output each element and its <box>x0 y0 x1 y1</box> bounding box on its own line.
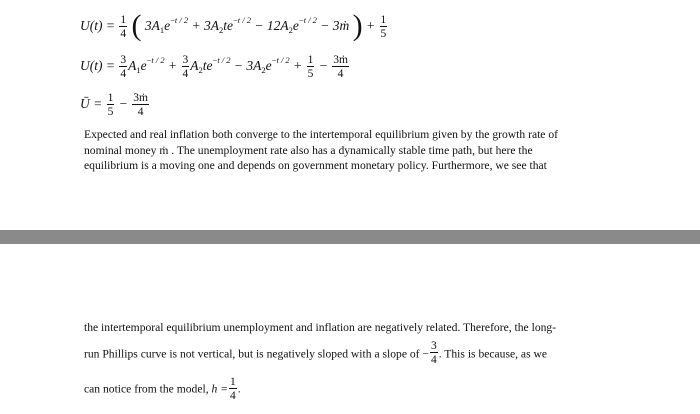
slope-fraction: $\frac{3}{4}$ <box>430 340 437 367</box>
eq1-left-paren: ( <box>131 9 142 43</box>
eq1-term2: + 3A <box>191 18 219 34</box>
h-equation-lhs: h = <box>211 382 229 396</box>
eq3-a-fraction: $\frac{1}{5}$ <box>107 92 114 119</box>
eq2-minus: − <box>318 58 328 74</box>
eq2-term3: − 3A <box>233 58 262 74</box>
bottom-line-3: can notice from the model, h = $\frac{1}{4}$ . <box>84 376 241 403</box>
eq3-b-fraction: $\frac{\text{3ṁ}}{4}$ <box>133 92 148 119</box>
eq1-coef-fraction: $\frac{1}{4}$ <box>120 14 127 41</box>
bottom-line-1: the intertemporal equilibrium unemployment and inflation are negatively related. Therefore, the long- <box>84 321 557 334</box>
eq2-plus2: + <box>293 58 303 74</box>
eq2-c4-fraction: $\frac{1}{5}$ <box>307 54 314 81</box>
eq3-lhs: Ū = <box>80 96 103 112</box>
equation-2: U(t) = $\frac{3}{4}$ $A_1e^{-t / 2}$ + $\frac{3}{4}$ $A_2te^{-t / 2} - 3A_2e^{-t / 2}$ + $\frac{1}{5}$ − $\frac{\text{3ṁ}}{4}$ <box>80 54 348 81</box>
h-fraction: $\frac{1}{4}$ <box>230 376 236 403</box>
eq1-lhs: U(t) = <box>80 18 115 34</box>
equation-1: U(t) = $\frac{1}{4}$ ( $3A_1e^{-t / 2} + 3A_2te^{-t / 2} - 12A_2e^{-t / 2}$ − 3ṁ ) + $\frac{1}{5}$ <box>80 9 387 43</box>
eq1-plus: + <box>366 18 376 34</box>
eq2-c2-fraction: $\frac{3}{4}$ <box>182 54 189 81</box>
eq1-term4: − 3ṁ <box>320 18 350 34</box>
eq1-tail-fraction: $\frac{1}{5}$ <box>380 14 387 41</box>
bottom-line-2: run Phillips curve is not vertical, but is negatively sloped with a slope of − $\frac{3}{4}$ . This is because, as we <box>84 340 548 367</box>
eq2-plus1: + <box>168 58 178 74</box>
eq2-c1-fraction: $\frac{3}{4}$ <box>120 54 127 81</box>
page-divider <box>0 230 700 244</box>
eq2-c5-fraction: $\frac{\text{3ṁ}}{4}$ <box>333 54 348 81</box>
document-page-bottom <box>0 244 700 414</box>
eq1-right-paren: ) <box>352 9 363 43</box>
equation-3 <box>80 92 150 118</box>
eq3-minus: − <box>118 96 128 112</box>
body-paragraph-top: Expected and real inflation both converge to the intertemporal equilibrium given by the growth rate of nominal money ṁ . The unemployment rate also has a dynamically stable time path, but here the equilibrium is a moving one and depends on government monetary policy. Furthermore, we see that <box>84 128 559 172</box>
eq1-term3: − 12A <box>254 18 289 34</box>
eq2-lhs: U(t) = <box>80 58 115 74</box>
eq1-term1: 3A <box>144 18 160 34</box>
